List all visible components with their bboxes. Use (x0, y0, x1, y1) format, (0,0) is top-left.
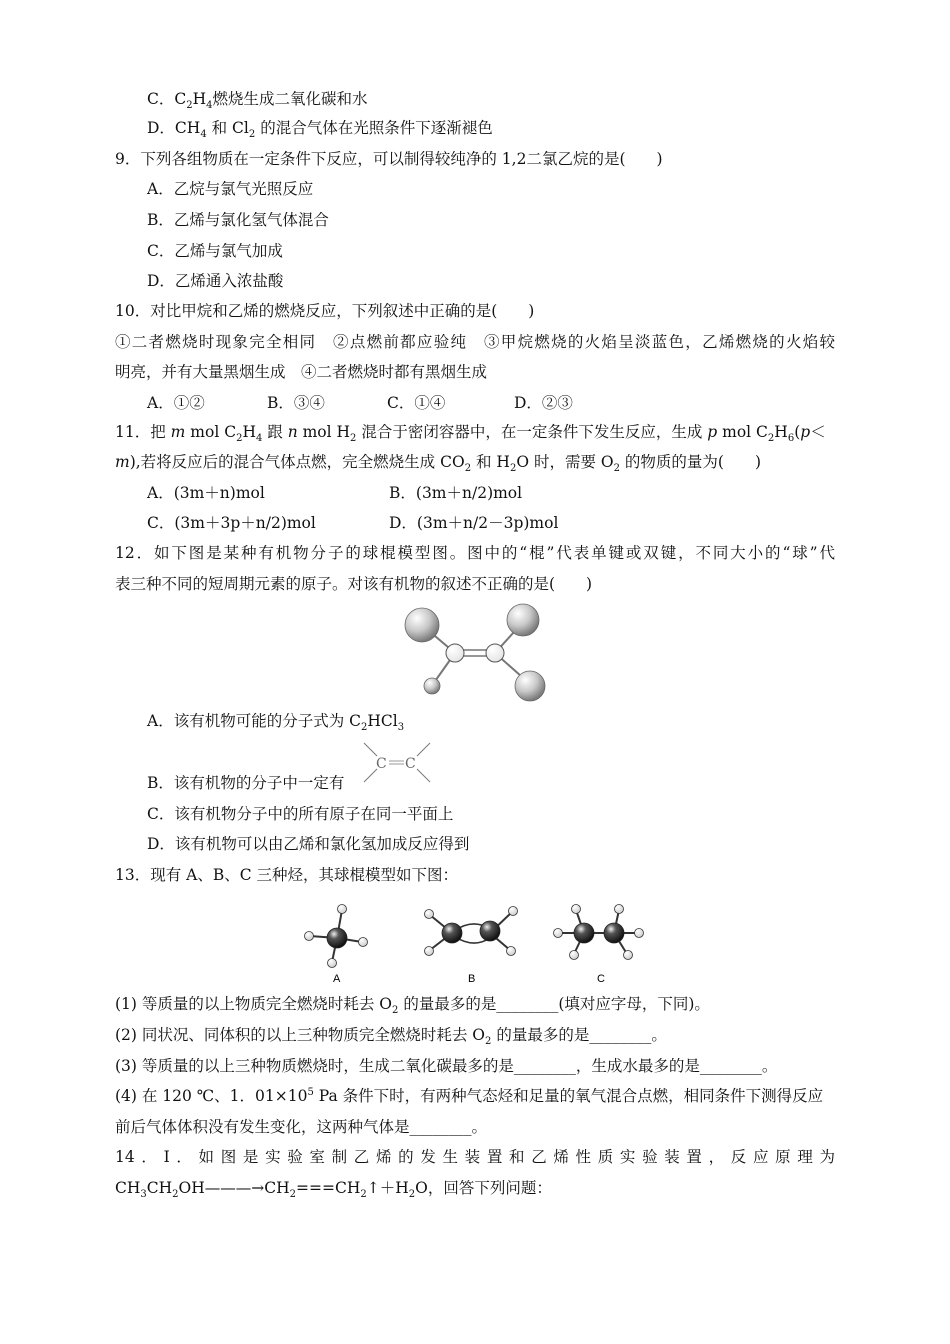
q12-stem-line2: 表三种不同的短周期元素的原子。对该有机物的叙述不正确的是( ) (115, 575, 593, 593)
c-atom-ball (486, 644, 504, 662)
q9-option-a: A．乙烷与氯气光照反应 (147, 180, 314, 198)
q13-sub1: (1) 等质量的以上物质完全燃烧时耗去 $O_2$ 的量最多的是________(填对应字母，下同)。 (115, 995, 710, 1017)
q13-sub4-line1: (4) 在 120 ℃、1．$01\times 10^5$ Pa 条件下时，有两种气态烃和足量的氧气混合点燃，相同条件下测得反应 (115, 1086, 824, 1105)
q13-stem: 13．现有 A、B、C 三种烃，其球棍模型如下图： (115, 866, 459, 884)
q10-option-c: C．①④ (387, 394, 446, 412)
q13-sub4-line2: 前后气体体积没有发生变化，这两种气体是________。 (115, 1118, 488, 1136)
q14-reaction-equation: $CH_3CH_2OH———\to CH_2===CH_2↑+H_2O$，回答下列问题： (115, 1179, 552, 1201)
q11-option-d: D．(3m＋n/2－3p)mol (389, 514, 559, 532)
cl-atom-ball (405, 608, 439, 642)
model-c-label: C (597, 973, 605, 985)
q10-statements-line2: 明亮，并有大量黑烟生成 ④二者燃烧时都有黑烟生成 (115, 363, 488, 381)
q12-option-b: B．该有机物的分子中一定有 (147, 774, 345, 792)
q10-option-d: D．②③ (514, 394, 573, 412)
q12-ball-stick-model (395, 600, 555, 705)
q11-stem-line2: m),若将反应后的混合气体点燃，完全燃烧生成 $CO_2$ 和 $H_2O$ 时，需要 $O_2$ 的物质的量为( ) (115, 453, 761, 475)
q13-sub3: (3) 等质量的以上三种物质燃烧时，生成二氧化碳最多的是________，生成水最多的是________。 (115, 1057, 778, 1075)
q12-option-d: D．该有机物可以由乙烯和氯化氢加成反应得到 (147, 835, 470, 853)
q14-stem-line1: 14．Ⅰ．如图是实验室制乙烯的发生装置和乙烯性质实验装置，反应原理为 (115, 1148, 835, 1166)
q11-option-c: C．(3m＋3p＋n/2)mol (147, 514, 316, 532)
carbon-label: C (376, 756, 387, 772)
q10-option-b: B．③④ (267, 394, 325, 412)
q8-option-d: D．$CH_4$ 和 $Cl_2$ 的混合气体在光照条件下逐渐褪色 (147, 119, 493, 141)
cl-atom-ball (515, 671, 545, 701)
q10-statements-line1: ①二者燃烧时现象完全相同 ②点燃前都应验纯 ③甲烷燃烧的火焰呈淡蓝色，乙烯燃烧的火焰较 (115, 333, 835, 351)
q13-model-c-ethane (552, 898, 652, 988)
q13-model-a-methane (300, 898, 375, 988)
q12-option-c: C．该有机物分子中的所有原子在同一平面上 (147, 805, 454, 823)
c-atom-ball (446, 644, 464, 662)
q11-option-a: A．(3m＋n)mol (147, 484, 265, 502)
q8-option-c: C．$C_2H_4$燃烧生成二氧化碳和水 (147, 90, 368, 112)
model-a-label: A (333, 973, 341, 985)
model-b-label: B (468, 973, 476, 985)
q9-option-c: C．乙烯与氯气加成 (147, 242, 283, 260)
q12-stem-line1: 12．如下图是某种有机物分子的球棍模型图。图中的“棍”代表单键或双键，不同大小的“球”代 (115, 544, 835, 562)
q11-stem-line1: 11．把 m mol $C_2H_4$ 跟 n mol $H_2$ 混合于密闭容器中，在一定条件下发生反应，生成 p mol $C_2H_6(p<$ (115, 423, 826, 445)
q10-option-a: A．①② (147, 394, 205, 412)
h-atom-ball (424, 678, 440, 694)
q11-option-b: B．(3m＋n/2)mol (389, 484, 523, 502)
c-c-double-bond-fragment (360, 738, 435, 788)
cl-atom-ball (507, 604, 539, 636)
q9-option-d: D．乙烯通入浓盐酸 (147, 272, 284, 290)
q13-model-b-ethylene (418, 898, 523, 988)
q9-stem: 9．下列各组物质在一定条件下反应，可以制得较纯净的 1,2二氯乙烷的是( ) (115, 150, 663, 168)
q13-sub2: (2) 同状况、同体积的以上三种物质完全燃烧时耗去 $O_2$ 的量最多的是________。 (115, 1026, 667, 1048)
carbon-label: C (405, 756, 416, 772)
q12-option-a: A．该有机物可能的分子式为 $C_2HCl_3$ (147, 712, 405, 734)
q10-stem: 10．对比甲烷和乙烯的燃烧反应，下列叙述中正确的是( ) (115, 302, 535, 320)
q9-option-b: B．乙烯与氯化氢气体混合 (147, 211, 329, 229)
